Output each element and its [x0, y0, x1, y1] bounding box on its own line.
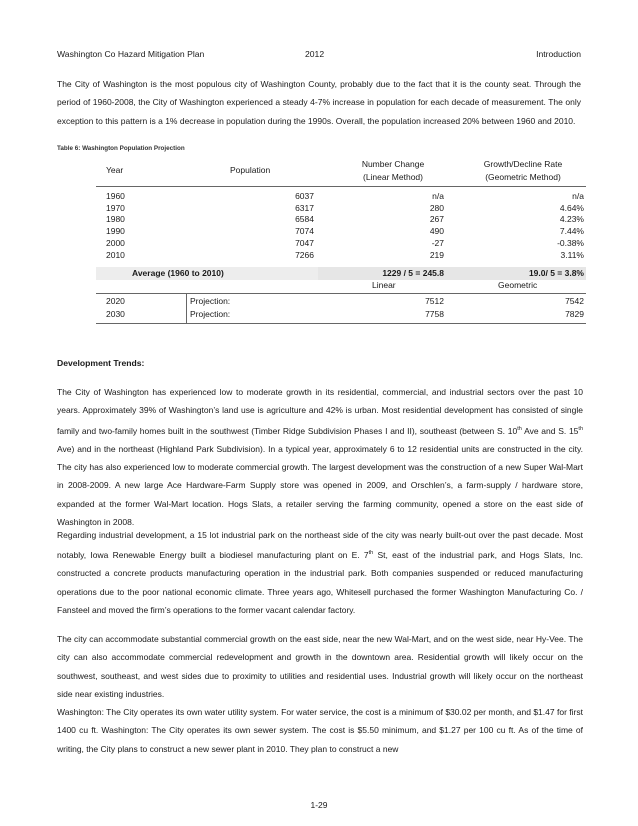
- row-population: 6584: [295, 214, 314, 225]
- row-growth-rate: 4.64%: [559, 202, 584, 213]
- projection-year: 2030: [106, 309, 125, 319]
- projection-label: Projection:: [190, 309, 231, 319]
- row-growth-rate: 4.23%: [559, 214, 584, 225]
- row-population: 7047: [295, 237, 314, 248]
- projection-row: [96, 309, 586, 321]
- development-trends-title: Development Trends:: [57, 358, 145, 368]
- geometric-label: Geometric: [498, 280, 538, 290]
- projection-label: Projection:: [190, 296, 231, 306]
- superscript-th: th: [368, 550, 374, 557]
- projection-geometric: 7542: [565, 296, 584, 306]
- superscript-th: th: [578, 425, 584, 432]
- row-year: 1960: [106, 191, 125, 201]
- p1-text-b: Ave and S. 15: [521, 425, 579, 436]
- table-row: [96, 226, 586, 238]
- development-paragraph-2: [57, 526, 583, 619]
- row-year: 2010: [106, 249, 125, 260]
- row-population: 7266: [295, 249, 314, 260]
- superscript-th: th: [517, 425, 522, 432]
- intro-paragraph: The City of Washington is the most populous city of Washington County, probably due to the fact that it is the county seat. Through the period of 1960-2008, the City of Washington experienced a steady 4-7% increase in population for each decade of measurement. The only exception to this pattern is a 1% decrease in population during the 1990s. Overall, the population increased 20% between 1960 and 2010.: [57, 79, 581, 126]
- table-row: [96, 203, 586, 215]
- projection-year: 2020: [106, 296, 125, 306]
- header-year: Year: [106, 165, 124, 175]
- projection-linear: 7512: [425, 296, 444, 306]
- row-number-change: 219: [429, 249, 444, 260]
- table-caption: Table 6: Washington Population Projection: [57, 145, 185, 152]
- page-number: 1-29: [310, 800, 328, 810]
- p2-text-b: St, east of the industrial park, and Hogs Slats, Inc. constructed a concrete products manufacturing operation in the industrial park. Both companies suspended or reduced manufacturing operations due to the poor national economic climate. Three years ago, Whitesell purchased the former Washington Manufacturing Co. / Fansteel and moved the firm’s operations to the former vacant calendar factory.: [57, 550, 583, 616]
- row-population: 6317: [295, 202, 314, 213]
- table-row: [96, 250, 586, 262]
- header-number-change-line1: Number Change: [361, 159, 425, 169]
- p1-text-a: The City of Washington has experienced low to moderate growth in its residential, commercial, and industrial sectors over the past 10 years. Approximately 39% of Washington’s land use is agriculture and 42% is urban. Most residential development has consisted of single family and two-family homes built in the southwest (Timber Ridge Subdivision Phases I and II), southeast (between S. 10: [57, 387, 583, 436]
- p1-text-c: Ave) and in the northeast (Highland Park Subdivision). In a typical year, approximately 6 to 12 residential units are constructed in the city. The city has also experienced low to moderate commercial growth. The largest development was the construction of a new Super Wal-Mart in 2008-2009. A new large Ace Hardware-Farm Supply store was opened in 2009, and Orschlen’s, a farm-supply / hardware store, expanded at the former Wal-Mart location. Hogs Slats, a retailer serving the farming community, opened a store on the east side of Washington in 2008.: [57, 443, 583, 527]
- header-number-change: [348, 158, 438, 183]
- average-label: Average (1960 to 2010): [132, 268, 224, 278]
- page-header: [57, 49, 581, 61]
- row-growth-rate: 7.44%: [559, 226, 584, 237]
- row-year: 1970: [106, 202, 125, 213]
- development-paragraph-1: [57, 383, 583, 531]
- header-growth-rate: [468, 158, 578, 183]
- projection-bottom-rule: [96, 323, 586, 324]
- row-population: 7074: [295, 226, 314, 237]
- row-year: 1990: [106, 226, 125, 237]
- row-number-change: 280: [429, 202, 444, 213]
- projection-geometric: 7829: [565, 309, 584, 319]
- projection-top-rule: [96, 293, 586, 294]
- table-row: [96, 214, 586, 226]
- header-plan-title: Washington Co Hazard Mitigation Plan: [57, 49, 205, 59]
- average-linear: 1229 / 5 = 245.8: [382, 268, 444, 278]
- header-growth-line2: (Geometric Method): [485, 171, 561, 182]
- average-geometric: 19.0/ 5 = 3.8%: [528, 268, 584, 278]
- projection-row: [96, 296, 586, 308]
- header-growth-line1: Growth/Decline Rate: [483, 159, 563, 169]
- row-year: 1980: [106, 214, 125, 225]
- table-row: [96, 191, 586, 203]
- header-rule: [96, 186, 586, 187]
- row-growth-rate: -0.38%: [557, 237, 584, 248]
- row-number-change: n/a: [432, 191, 444, 201]
- table-header: [96, 155, 586, 186]
- row-number-change: 490: [429, 226, 444, 237]
- row-year: 2000: [106, 237, 125, 248]
- row-growth-rate: 3.11%: [560, 249, 584, 260]
- projection-linear: 7758: [425, 309, 444, 319]
- header-section: Introduction: [536, 49, 581, 59]
- projection-block: [96, 293, 586, 324]
- header-number-change-line2: (Linear Method): [362, 171, 423, 182]
- average-row: [96, 267, 586, 293]
- linear-label: Linear: [372, 280, 396, 290]
- p2-text-a: Regarding industrial development, a 15 lot industrial park on the northeast side of the city was nearly built-out over the past decade. Most notably, Iowa Renewable Energy built a biodiesel manufacturing plant on E. 7: [57, 530, 583, 561]
- row-population: 6037: [295, 191, 314, 201]
- header-population: Population: [230, 165, 271, 175]
- header-year: 2012: [305, 49, 325, 59]
- table-row: [96, 238, 586, 250]
- row-number-change: 267: [429, 214, 444, 225]
- row-growth-rate: n/a: [572, 191, 584, 201]
- development-paragraph-3: The city can accommodate substantial commercial growth on the east side, near the new Wal-Mart, and on the west side, near Hy-Vee. The city can also accommodate commercial redevelopment and growth in the downtown area. Residential growth will likely occur on the southwest, southeast, and west sides due to proximity to utilities and residential uses. Industrial growth will likely occur on the northeast side near existing industries.: [57, 634, 583, 699]
- development-paragraph-4: Washington: The City operates its own water utility system. For water service, the cost is a minimum of $30.02 per month, and $1.47 for first 1400 cu ft. Washington: The City operates its own sewer system. The cost is $5.50 minimum, and $1.27 per 100 cu ft. As of the time of writing, the City plans to construct a new sewer plant in 2010. They plan to construct a new: [57, 707, 583, 754]
- row-number-change: -27: [431, 237, 444, 248]
